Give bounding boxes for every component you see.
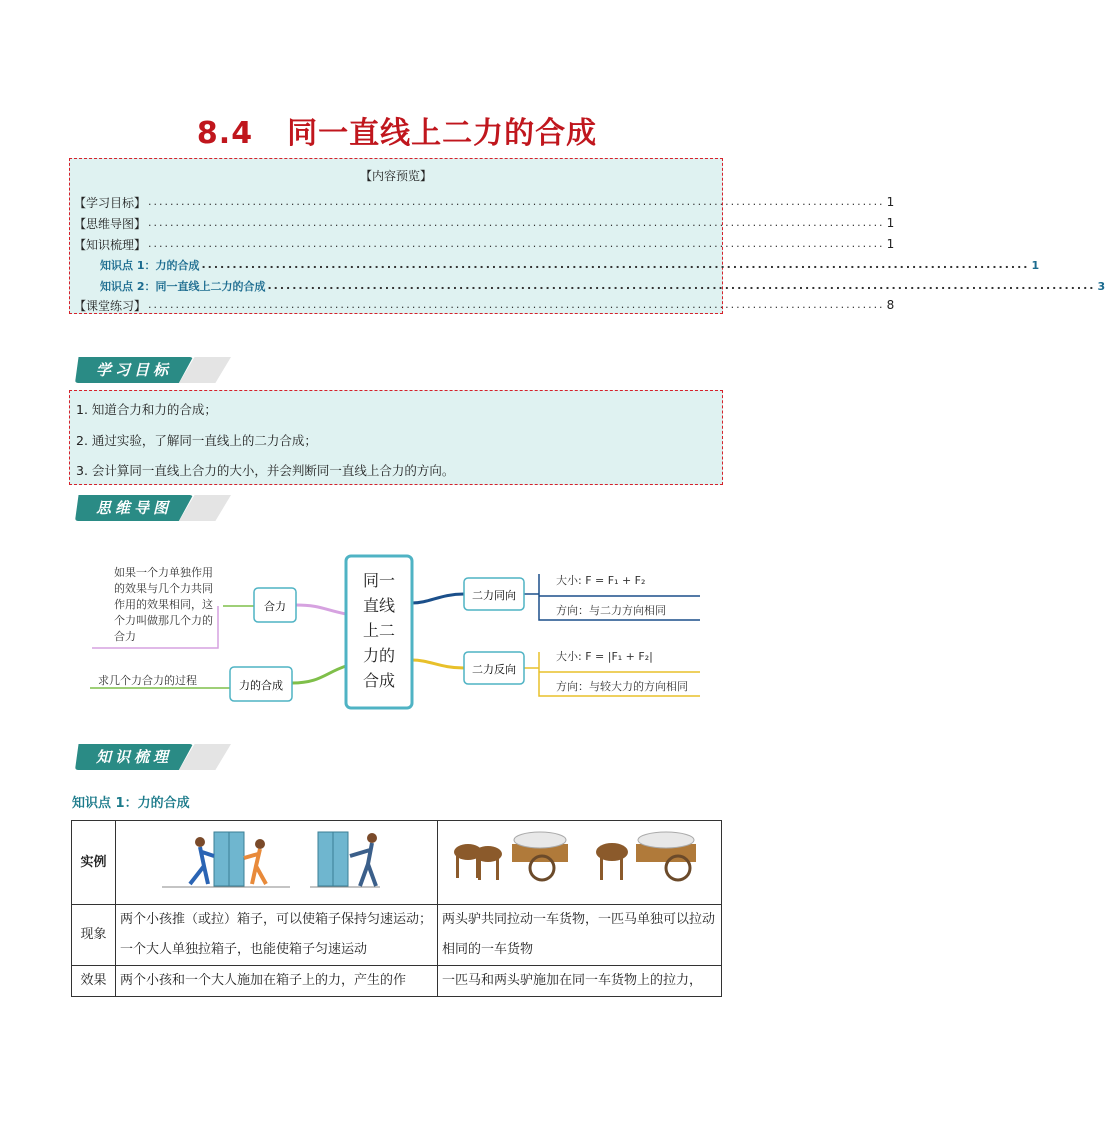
hecheng-desc: 求几个力合力的过程 [98,674,197,687]
horse-donkey-cart-illustration [442,822,716,892]
force-composition-table [71,820,722,997]
row-head-effect: 效果 [72,966,116,997]
toc-item-exercise[interactable]: 【课堂练习】 ...................................................................................................................................... 8 [74,298,895,313]
same-direction: 方向：与二力方向相同 [556,604,666,617]
toc-heading: 【内容预览】 [359,169,432,183]
center-line: 上二 [362,621,396,640]
node-hecheng-label: 力的合成 [239,679,283,692]
center-line: 力的 [362,646,396,665]
page-title [0,108,794,152]
table-row [72,821,722,905]
table-row [72,905,722,966]
opposite-size: 大小: F = |F₁ + F₂| [556,650,653,663]
learning-goals-box [69,390,723,485]
table-cell: 一匹马和两头驴施加在同一车货物上的拉力， [438,966,722,997]
section-banner-mindmap: 思维导图 [75,495,231,521]
title-text: 同一直线上二力的合成 [287,116,598,151]
section-banner-goals: 学习目标 [75,357,231,383]
table-row [72,966,722,997]
section-number: 8.4 [196,116,254,151]
heli-desc-line: 的效果与几个力共同 [114,582,213,595]
toc-item-knowledge[interactable]: 【知识梳理】 ...................................................................................................................................... 1 [74,237,895,252]
row-head-example: 实例 [72,821,116,905]
goal-item: 1. 知道合力和力的合成； [76,402,217,417]
heli-desc-line: 如果一个力单独作用 [114,566,213,579]
opposite-direction: 方向：与较大力的方向相同 [556,680,688,693]
node-heli-label: 合力 [264,600,286,613]
toc-item-mindmap[interactable]: 【思维导图】 ...................................................................................................................................... 1 [74,216,895,231]
center-line: 合成 [362,671,396,690]
goal-item: 2. 通过实验，了解同一直线上的二力合成； [76,433,317,448]
heli-desc-line: 合力 [114,630,136,643]
table-of-contents [69,158,1105,314]
heli-desc-line: 作用的效果相同，这 [114,598,213,611]
example-image-box [116,821,438,905]
table-cell: 两个小孩和一个大人施加在箱子上的力，产生的作 [116,966,438,997]
table-cell: 两头驴共同拉动一车货物，一匹马单独可以拉动相同的一车货物 [438,905,722,966]
center-line: 直线 [362,596,396,615]
row-head-phenomenon: 现象 [72,905,116,966]
toc-item-goals[interactable]: 【学习目标】 ...................................................................................................................................... 1 [74,195,895,210]
example-image-box [438,821,722,905]
kids-pushing-box-illustration [120,822,430,892]
mind-map [80,548,720,716]
toc-item-point-2[interactable]: 知识点 2：同一直线上二力的合成 ...................................................................................................................................... 3 [100,279,1105,293]
heli-desc-line: 个力叫做那几个力的 [114,614,213,627]
same-size: 大小: F = F₁ + F₂ [556,574,646,587]
goal-item: 3. 会计算同一直线上合力的大小，并会判断同一直线上合力的方向。 [76,463,455,478]
section-banner-knowledge: 知识梳理 [75,744,231,770]
node-opposite-label: 二力反向 [472,663,516,676]
knowledge-point-heading: 知识点 1：力的合成 [72,796,190,811]
table-cell: 两个小孩推（或拉）箱子，可以使箱子保持匀速运动；一个大人单独拉箱子，也能使箱子匀速运动 [116,905,438,966]
toc-item-point-1[interactable]: 知识点 1：力的合成 ...................................................................................................................................... 1 [100,258,1040,272]
node-same-label: 二力同向 [472,589,516,602]
center-line: 同一 [362,571,396,590]
